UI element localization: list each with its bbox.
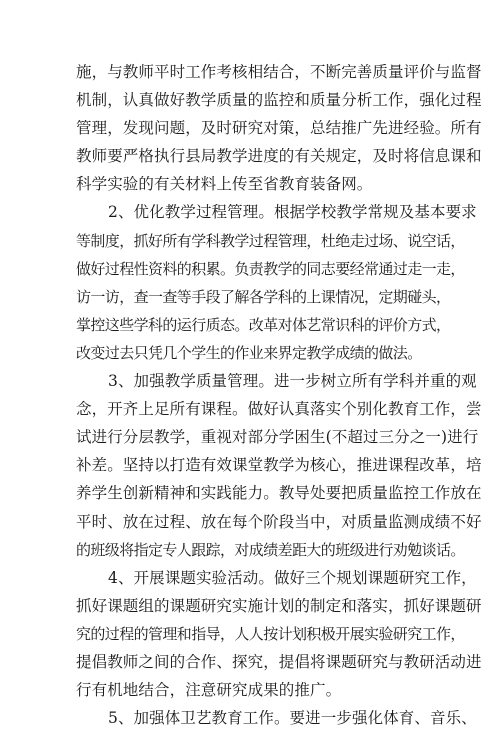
text-line: 改变过去只凭几个学生的作业来界定教学成绩的做法。 xyxy=(76,343,422,362)
text-line: 究的过程的管理和指导，人人按计划积极开展实验研究工作， xyxy=(76,624,465,643)
text-line: 管理，发现问题，及时研究对策，总结推广先进经验。所有 xyxy=(76,119,482,138)
text-line: 的班级将指定专人跟踪，对成绩差距大的班级进行劝勉谈话。 xyxy=(76,540,465,559)
text-line: 掌控这些学科的运行质态。改革对体艺常识科的评价方式， xyxy=(76,315,451,334)
text-line: 机制，认真做好教学质量的监控和质量分析工作，强化过程 xyxy=(76,91,482,110)
text-line: 科学实验的有关材料上传至省教育装备网。 xyxy=(76,175,373,194)
text-line: 教师要严格执行县局教学进度的有关规定，及时将信息课和 xyxy=(76,147,482,166)
text-line: 行有机地结合，注意研究成果的推广。 xyxy=(76,681,342,700)
text-line: 念，开齐上足所有课程。做好认真落实个别化教育工作，尝 xyxy=(76,400,482,419)
text-line: 做好过程性资料的积累。负责教学的同志要经常通过走一走， xyxy=(76,259,465,278)
document-body xyxy=(76,58,482,732)
text-line: 提倡教师之间的合作、探究，提倡将课题研究与教研活动进 xyxy=(76,652,482,671)
text-line: 2、优化教学过程管理。根据学校教学常规及基本要求 xyxy=(108,203,477,222)
text-line: 5、加强体卫艺教育工作。要进一步强化体育、音乐、 xyxy=(108,709,477,728)
text-line: 3、加强教学质量管理。进一步树立所有学科并重的观 xyxy=(108,372,477,391)
text-line: 抓好课题组的课题研究实施计划的制定和落实，抓好课题研 xyxy=(76,596,482,615)
text-line: 访一访，查一查等手段了解各学科的上课情况，定期碰头， xyxy=(76,287,451,306)
text-line: 试进行分层教学，重视对部分学困生(不超过三分之一)进行 xyxy=(76,428,479,447)
text-line: 施，与教师平时工作考核相结合，不断完善质量评价与监督 xyxy=(76,63,482,81)
text-line: 养学生创新精神和实践能力。教导处要把质量监控工作放在 xyxy=(76,484,482,503)
text-line: 等制度，抓好所有学科教学过程管理，杜绝走过场、说空话， xyxy=(76,231,465,250)
text-line: 4、开展课题实验活动。做好三个规划课题研究工作， xyxy=(108,568,477,587)
text-line: 平时、放在过程、放在每个阶段当中，对质量监测成绩不好 xyxy=(76,512,482,531)
text-line: 补差。坚持以打造有效课堂教学为核心，推进课程改革，培 xyxy=(76,456,482,475)
